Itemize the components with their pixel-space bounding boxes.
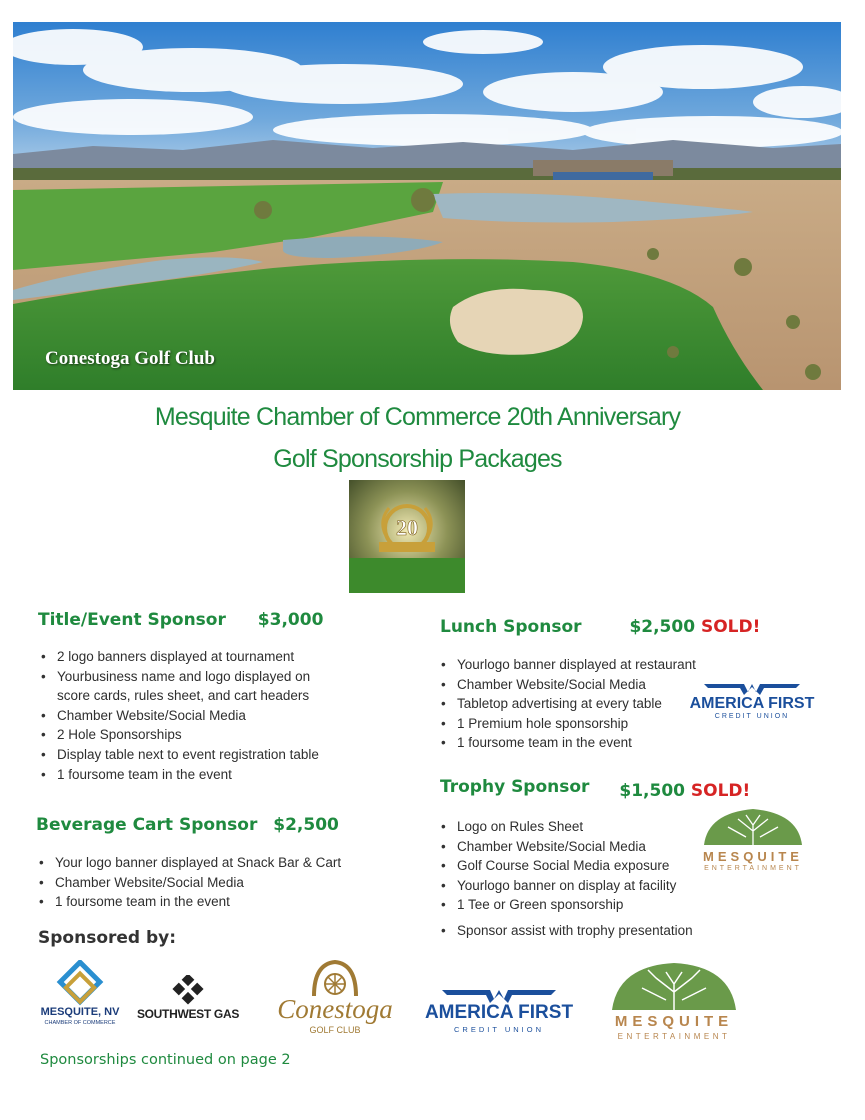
mesquite-nv-name: MESQUITE, NV <box>40 1006 120 1018</box>
mesquite-entertainment-logo-large <box>604 960 744 1044</box>
badge-number: 20 <box>396 515 418 540</box>
title-event-sponsor-heading <box>38 610 323 630</box>
conestoga-sub: GOLF CLUB <box>309 1025 361 1035</box>
conestoga-golf-club-logo <box>270 958 400 1038</box>
list-item <box>38 686 418 706</box>
list-item: • Display table next to event registration table <box>38 745 418 765</box>
list-item: • Sponsor assist with trophy presentation <box>438 921 738 941</box>
list-item: • Chamber Website/Social Media <box>438 675 698 695</box>
mesquite-nv-logo <box>32 960 128 1030</box>
sold-badge: SOLD! <box>700 617 761 637</box>
package-price: $3,000 <box>257 610 324 630</box>
america-first-name: AMERICA FIRST <box>689 695 815 712</box>
trophy-extra-list <box>438 921 738 941</box>
hero-caption: Conestoga Golf Club <box>45 348 215 369</box>
package-name: Lunch Sponsor <box>440 617 582 637</box>
list-item: • 1 Premium hole sponsorship <box>438 714 698 734</box>
america-first-sub: CREDIT UNION <box>714 713 790 720</box>
list-item: • Chamber Website/Social Media <box>36 873 426 893</box>
hero-golf-course-photo <box>13 22 841 390</box>
list-item: • Yourlogo banner displayed at restaurant <box>438 655 698 675</box>
southwest-gas-name: SOUTHWEST GAS <box>136 1007 240 1021</box>
page-title-line-2: Golf Sponsorship Packages <box>273 445 562 473</box>
package-name: Beverage Cart Sponsor <box>36 815 258 835</box>
mesquite-ent-sub: ENTERTAINMENT <box>704 865 802 872</box>
package-name: Title/Event Sponsor <box>38 610 226 630</box>
tree-icon <box>694 805 812 847</box>
list-item-continuation: score cards, rules sheet, and cart headers <box>57 688 310 704</box>
mesquite-ent-name: MESQUITE <box>614 1013 734 1030</box>
list-item: • 2 Hole Sponsorships <box>38 725 418 745</box>
list-item: • Yourlogo banner on display at facility <box>438 876 708 896</box>
america-first-sub: CREDIT UNION <box>453 1025 545 1034</box>
page-title-line-1: Mesquite Chamber of Commerce 20th Anniversary <box>154 403 681 431</box>
trophy-benefits-list <box>438 817 708 915</box>
trophy-sponsor-heading <box>440 777 751 801</box>
list-item: • Your logo banner displayed at Snack Bar & Cart <box>36 853 426 873</box>
anniversary-badge <box>349 480 465 593</box>
package-price: $2,500 <box>273 815 339 835</box>
america-first-name: AMERICA FIRST <box>424 1002 574 1023</box>
package-price: $1,500 <box>619 781 685 801</box>
america-first-logo-small <box>684 680 820 722</box>
mesquite-ent-name: MESQUITE <box>703 849 803 864</box>
sponsored-by-label: Sponsored by: <box>38 928 177 948</box>
golf-course-illustration <box>13 22 841 390</box>
list-item: • Chamber Website/Social Media <box>438 837 708 857</box>
list-item: • 1 foursome team in the event <box>38 765 418 785</box>
list-item: • 2 logo banners displayed at tournament <box>38 647 418 667</box>
gas-flame-icon <box>136 975 240 1005</box>
list-item: • Chamber Website/Social Media <box>38 706 418 726</box>
list-item: • 1 foursome team in the event <box>438 733 698 753</box>
list-item: • 1 foursome team in the event <box>36 892 426 912</box>
list-item: • Golf Course Social Media exposure <box>438 856 708 876</box>
lunch-benefits-list <box>438 655 698 753</box>
list-item: • Tabletop advertising at every table <box>438 694 698 714</box>
beverage-benefits-list <box>36 853 426 912</box>
package-name: Trophy Sponsor <box>440 777 590 797</box>
lunch-sponsor-heading <box>440 617 760 637</box>
conestoga-name: Conestoga <box>277 994 393 1024</box>
mesquite-ent-sub: ENTERTAINMENT <box>617 1032 731 1041</box>
wagon-wheel-icon <box>270 958 400 998</box>
title-event-benefits-list <box>38 647 418 784</box>
mesquite-nv-sub: CHAMBER OF COMMERCE <box>44 1020 116 1026</box>
southwest-gas-logo <box>136 975 240 1029</box>
beverage-cart-sponsor-heading <box>36 815 339 835</box>
chamber-diamond-icon <box>32 960 128 1006</box>
continued-note: Sponsorships continued on page 2 <box>40 1052 291 1068</box>
america-first-logo-large <box>420 985 578 1037</box>
package-price: $2,500 <box>629 617 696 637</box>
list-item: • 1 Tee or Green sponsorship <box>438 895 708 915</box>
list-item: • Yourbusiness name and logo displayed on <box>38 667 418 687</box>
list-item: • Logo on Rules Sheet <box>438 817 708 837</box>
mesquite-entertainment-logo-small <box>694 805 812 877</box>
sold-badge: SOLD! <box>690 781 751 801</box>
tree-icon <box>604 960 744 1012</box>
